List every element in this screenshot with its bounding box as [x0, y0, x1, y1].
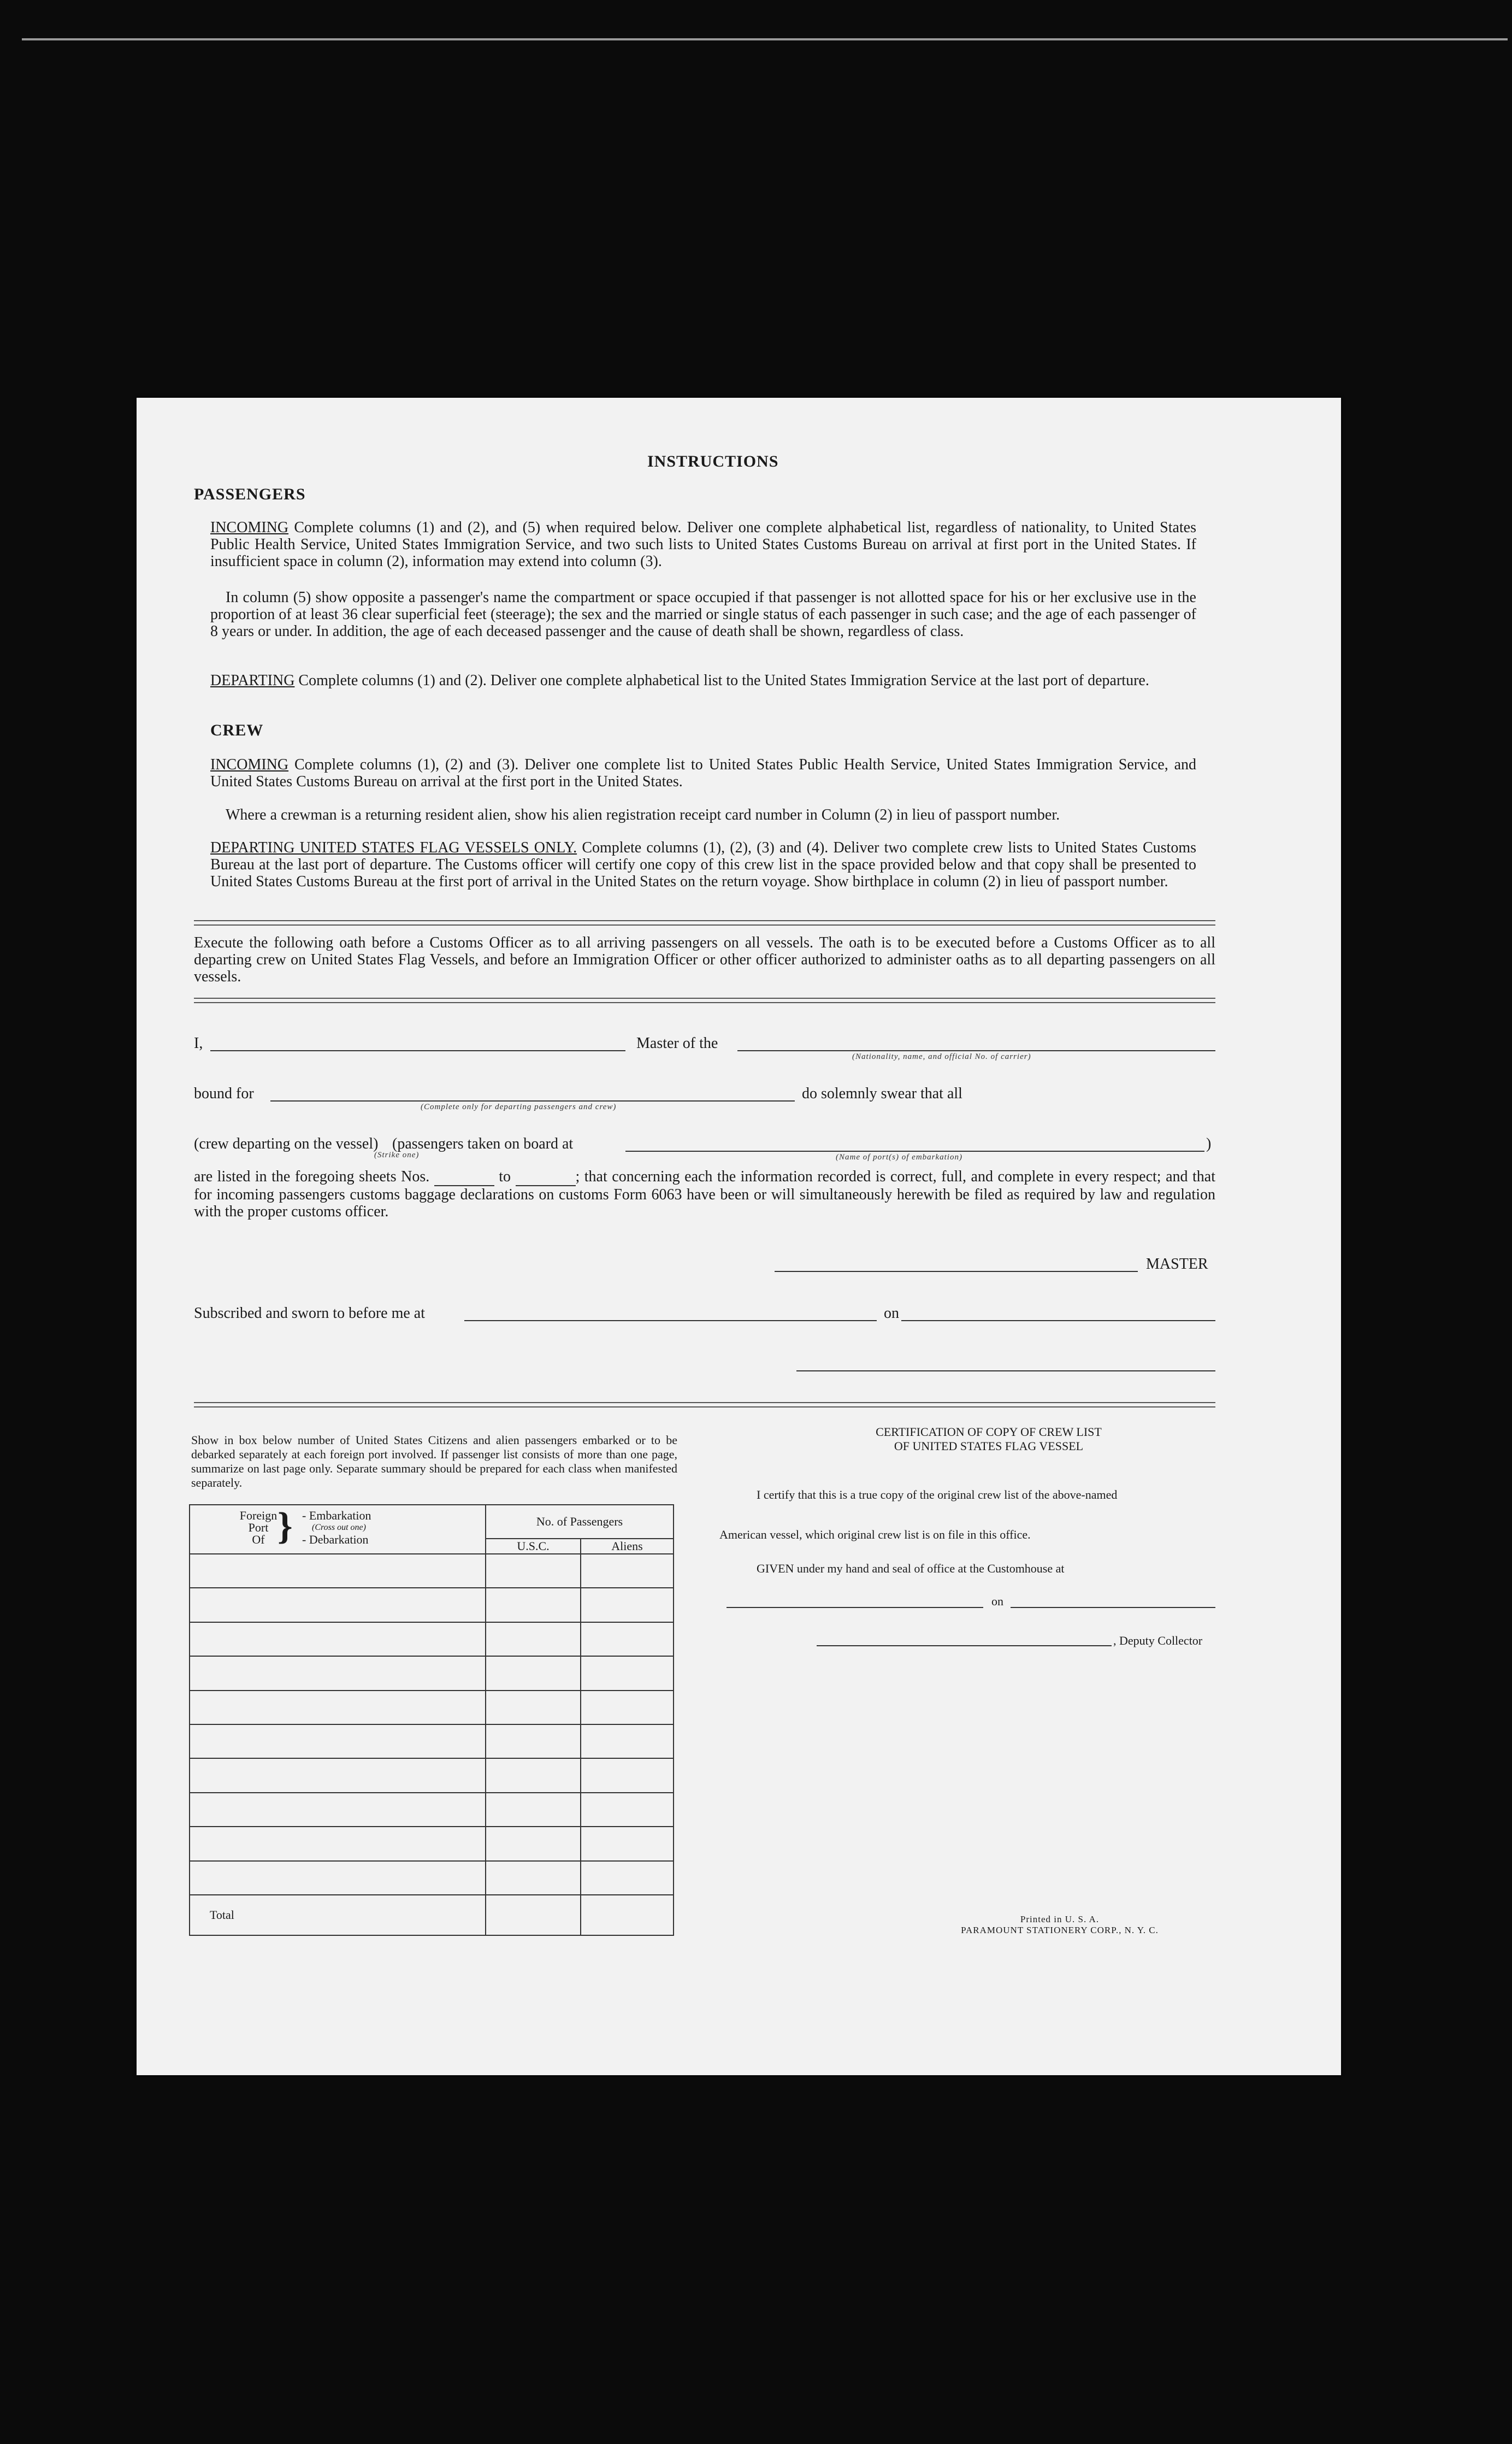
passenger-summary-table [189, 1504, 674, 1936]
passengers-departing-label: DEPARTING [210, 672, 295, 689]
aliens-cell[interactable] [581, 1724, 674, 1758]
certification-on-label: on [991, 1594, 1003, 1608]
passengers-column5-paragraph [210, 589, 1196, 640]
port-cell[interactable] [190, 1827, 486, 1860]
aliens-cell[interactable] [581, 1758, 674, 1792]
film-edge-line [22, 38, 1508, 40]
close-paren: ) [1206, 1135, 1212, 1152]
certification-date-field[interactable] [1011, 1607, 1215, 1608]
crew-resident-paragraph [210, 806, 1196, 823]
debarkation-label: - Debarkation [302, 1533, 369, 1546]
usc-cell[interactable] [486, 1827, 581, 1860]
port-cell[interactable] [190, 1656, 486, 1690]
deputy-collector-label: , Deputy Collector [1113, 1634, 1203, 1647]
usc-cell[interactable] [486, 1758, 581, 1792]
listed-paragraph [194, 1168, 1215, 1220]
usc-cell[interactable] [486, 1622, 581, 1656]
form-page [137, 398, 1341, 2075]
usc-total-cell[interactable] [486, 1895, 581, 1935]
listed-part1: are listed in the foregoing sheets Nos. [194, 1168, 430, 1185]
no-passengers-header: No. of Passengers [486, 1505, 674, 1539]
passengers-departing-text: Complete columns (1) and (2). Deliver one complete alphabetical list to the United States Immigration Service at the last port of departure. [298, 672, 1149, 689]
usc-cell[interactable] [486, 1724, 581, 1758]
bound-for-label: bound for [194, 1085, 254, 1102]
master-signature-field[interactable] [775, 1271, 1138, 1272]
port-cell[interactable] [190, 1724, 486, 1758]
port-cell[interactable] [190, 1554, 486, 1588]
crew-departing-label: DEPARTING UNITED STATES FLAG VESSELS ONLY. [210, 839, 577, 856]
embarkation-label: - Embarkation [302, 1509, 371, 1522]
crew-incoming-text: Complete columns (1), (2) and (3). Deliver one complete list to United States Public Health Service, United States Immigration Service, and United States Customs Bureau on arrival at the first port in the United States. [210, 756, 1196, 790]
port-label: Port [248, 1521, 269, 1534]
bound-for-field[interactable] [270, 1100, 795, 1102]
embarkation-ports-field[interactable] [625, 1151, 1204, 1152]
crew-heading: CREW [210, 721, 264, 739]
aliens-cell[interactable] [581, 1656, 674, 1690]
usc-cell[interactable] [486, 1691, 581, 1724]
port-cell[interactable] [190, 1622, 486, 1656]
passengers-incoming-label: INCOMING [210, 519, 289, 536]
usc-cell[interactable] [486, 1554, 581, 1588]
oath-i-label: I, [194, 1035, 203, 1052]
subscribed-label: Subscribed and sworn to before me at [194, 1305, 425, 1322]
sheet-to-field[interactable] [516, 1168, 576, 1186]
summary-note: Show in box below number of United States Citizens and alien passengers embarked or to be debarked separately at each foreign port involved. If passenger list consists of more than one page, summarize on last page only. Separate summary should be prepared for each class when manifested separately. [191, 1433, 677, 1489]
usc-cell[interactable] [486, 1656, 581, 1690]
aliens-cell[interactable] [581, 1793, 674, 1827]
subscribed-on-label: on [884, 1305, 899, 1322]
master-label: MASTER [1146, 1256, 1208, 1273]
instructions-title: INSTRUCTIONS [647, 452, 779, 470]
usc-cell[interactable] [486, 1588, 581, 1622]
bottom-divider [194, 1402, 1215, 1407]
passengers-departing-paragraph [210, 672, 1196, 689]
listed-part2: ; that concerning each the information recorded is correct, full, and complete in every respect; and that for incoming passengers customs baggage declarations on customs Form 6063 have been or will simultaneously herewith be filed as required by law and regulation with the proper customs officer. [194, 1168, 1215, 1220]
swear-label: do solemnly swear that all [802, 1085, 962, 1102]
section-divider [194, 920, 1215, 926]
carrier-field[interactable] [737, 1050, 1215, 1051]
sheet-from-field[interactable] [434, 1168, 494, 1186]
carrier-caption: (Nationality, name, and official No. of carrier) [852, 1052, 1031, 1061]
crew-departing-text: Complete columns (1), (2), (3) and (4). Deliver two complete crew lists to United States Customs Bureau at the last port of departure. The Customs officer will certify one copy of this crew list in the space provided below and that copy shall be presented to United States Customs Bureau at the first port of arrival in the United States on the return voyage. Show birthplace in column (2) in lieu of passport number. [210, 839, 1197, 890]
crew-incoming-paragraph [210, 756, 1196, 790]
bound-for-caption: (Complete only for departing passengers and crew) [421, 1103, 617, 1111]
oath-divider [194, 998, 1215, 1003]
aliens-header: Aliens [581, 1539, 674, 1554]
certify-line1: I certify that this is a true copy of the original crew list of the above-named [757, 1488, 1118, 1501]
oath-intro: Execute the following oath before a Customs Officer as to all arriving passengers on all vessels. The oath is to be executed before a Customs Officer as to all departing crew on United States Flag Vessels, and before an Immigration Officer or other officer authorized to administer oaths as to all departing passengers on all vessels. [194, 934, 1215, 985]
ports-caption: (Name of port(s) of embarkation) [836, 1153, 962, 1162]
master-name-field[interactable] [210, 1050, 625, 1051]
port-cell[interactable] [190, 1588, 486, 1622]
crew-departing-option: (crew departing on the vessel) [194, 1135, 379, 1152]
aliens-cell[interactable] [581, 1861, 674, 1895]
passengers-incoming-text: Complete columns (1) and (2), and (5) when required below. Deliver one complete alphabetical list, regardless of nationality, to United States Public Health Service, United States Immigration Service, and two such lists to United States Customs Bureau on arrival at first port in the United States. If insufficient space in column (2), information may extend into column (3). [210, 519, 1197, 570]
total-label: Total [190, 1895, 486, 1935]
crew-resident-text: Where a crewman is a returning resident alien, show his alien registration receipt card number in Column (2) in lieu of passport number. [226, 806, 1060, 823]
aliens-cell[interactable] [581, 1622, 674, 1656]
passengers-column5-text: In column (5) show opposite a passenger's name the compartment or space occupied if that passenger is not allotted space for his or her exclusive use in the proportion of at least 36 clear superficial feet (steerage); the sex and the married or single status of each passenger in such case; and the age of each passenger of 8 years or under. In addition, the age of each deceased passenger and the cause of death shall be shown, regardless of class. [210, 589, 1196, 640]
port-header-cell [190, 1505, 486, 1554]
aliens-cell[interactable] [581, 1588, 674, 1622]
aliens-cell[interactable] [581, 1554, 674, 1588]
aliens-total-cell[interactable] [581, 1895, 674, 1935]
crew-departing-paragraph [210, 839, 1196, 890]
aliens-cell[interactable] [581, 1691, 674, 1724]
master-of-label: Master of the [636, 1035, 718, 1052]
customhouse-field[interactable] [727, 1607, 983, 1608]
given-text: GIVEN under my hand and seal of office at the Customhouse at [757, 1562, 1065, 1575]
usc-cell[interactable] [486, 1861, 581, 1895]
deputy-collector-signature-field[interactable] [817, 1645, 1112, 1646]
foreign-label: Foreign [239, 1509, 277, 1522]
officer-signature-field[interactable] [796, 1370, 1215, 1371]
subscribed-place-field[interactable] [464, 1320, 877, 1321]
aliens-cell[interactable] [581, 1827, 674, 1860]
passengers-incoming-paragraph [210, 519, 1196, 570]
crew-incoming-label: INCOMING [210, 756, 289, 773]
printer-line2: PARAMOUNT STATIONERY CORP., N. Y. C. [961, 1925, 1159, 1935]
listed-to: to [499, 1168, 511, 1185]
passengers-option: (passengers taken on board at [392, 1135, 574, 1152]
certification-heading [819, 1425, 1158, 1453]
strike-caption: (Strike one) [374, 1151, 420, 1159]
certification-heading-line1: CERTIFICATION OF COPY OF CREW LIST [876, 1425, 1102, 1439]
certify-line2: American vessel, which original crew list is on file in this office. [719, 1528, 1031, 1541]
of-label: Of [252, 1533, 265, 1546]
port-cell[interactable] [190, 1758, 486, 1792]
port-cell[interactable] [190, 1691, 486, 1724]
printer-imprint [940, 1914, 1180, 1936]
certification-heading-line2: OF UNITED STATES FLAG VESSEL [894, 1439, 1084, 1453]
usc-cell[interactable] [486, 1793, 581, 1827]
subscribed-date-field[interactable] [901, 1320, 1215, 1321]
port-cell[interactable] [190, 1793, 486, 1827]
port-cell[interactable] [190, 1861, 486, 1895]
usc-header: U.S.C. [486, 1539, 581, 1554]
printer-line1: Printed in U. S. A. [1020, 1914, 1100, 1924]
cross-out-label: (Cross out one) [312, 1523, 366, 1532]
passengers-heading: PASSENGERS [194, 485, 306, 503]
brace-glyph: } [277, 1505, 293, 1547]
